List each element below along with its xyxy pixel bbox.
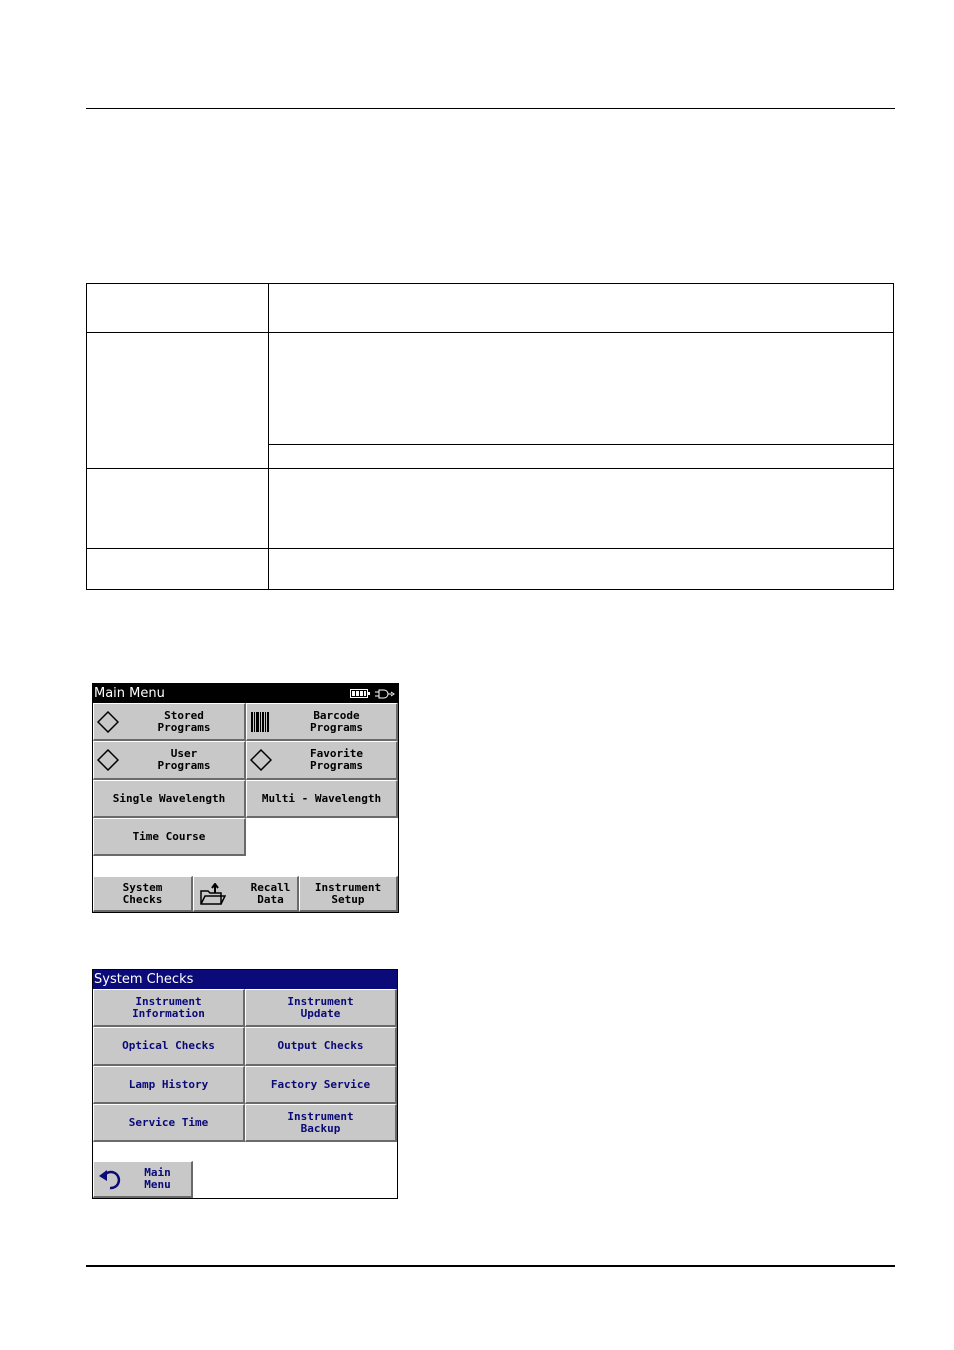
favorite-programs-label: Favorite Programs <box>310 747 363 772</box>
diamond-icon <box>97 749 119 771</box>
diamond-icon <box>250 749 272 771</box>
time-course-label: Time Course <box>132 829 206 843</box>
system-checks-label: System Checks <box>122 880 163 906</box>
main-menu-title-bar <box>93 684 398 703</box>
user-programs-label: User Programs <box>157 747 211 772</box>
time-course-button[interactable] <box>93 818 246 856</box>
user-programs-button[interactable] <box>93 741 246 780</box>
diamond-icon <box>97 711 119 733</box>
service-time-label: Service Time <box>128 1115 209 1129</box>
system-checks-title-bar <box>93 970 397 989</box>
instrument-setup-button[interactable] <box>299 876 398 912</box>
system-checks-button[interactable] <box>93 876 193 912</box>
table-column-divider <box>268 284 269 589</box>
instrument-backup-label: Instrument Backup <box>287 1109 354 1135</box>
battery-icon <box>350 689 370 698</box>
table-row-divider <box>269 444 893 445</box>
instrument-update-label: Instrument Update <box>287 994 354 1020</box>
table-row-divider <box>87 468 893 469</box>
lamp-history-label: Lamp History <box>128 1077 209 1091</box>
recall-data-label: Recall Data <box>250 880 291 906</box>
instrument-information-label: Instrument Information <box>132 994 205 1020</box>
stored-programs-button[interactable] <box>93 703 246 741</box>
favorite-programs-button[interactable] <box>246 741 398 780</box>
instrument-information-button[interactable] <box>93 989 245 1027</box>
info-table <box>86 283 894 590</box>
instrument-backup-button[interactable] <box>245 1104 397 1142</box>
power-plug-icon <box>375 689 395 699</box>
main-menu-screen <box>92 683 399 913</box>
factory-service-label: Factory Service <box>270 1077 371 1091</box>
service-time-button[interactable] <box>93 1104 245 1142</box>
screen-title: System Checks <box>94 972 194 987</box>
multi-wavelength-button[interactable] <box>246 780 398 818</box>
optical-checks-label: Optical Checks <box>122 1039 215 1052</box>
optical-checks-button[interactable] <box>93 1027 245 1066</box>
output-checks-button[interactable] <box>245 1027 397 1066</box>
instrument-setup-label: Instrument Setup <box>314 880 382 906</box>
main-menu-label: Main Menu <box>144 1166 171 1191</box>
back-arrow-icon <box>98 1167 124 1191</box>
factory-service-button[interactable] <box>245 1066 397 1104</box>
header-rule <box>86 108 895 109</box>
table-row-divider <box>87 332 893 333</box>
single-wavelength-label: Single Wavelength <box>112 791 226 805</box>
barcode-programs-button[interactable] <box>246 703 398 741</box>
stored-programs-label: Stored Programs <box>157 708 211 734</box>
folder-upload-icon <box>200 883 226 905</box>
recall-data-button[interactable] <box>193 876 299 912</box>
footer-rule <box>86 1265 895 1267</box>
table-row-divider <box>87 548 893 549</box>
lamp-history-button[interactable] <box>93 1066 245 1104</box>
instrument-update-button[interactable] <box>245 989 397 1027</box>
barcode-icon <box>250 711 270 733</box>
main-menu-button[interactable] <box>93 1161 193 1198</box>
system-checks-screen <box>92 969 398 1199</box>
output-checks-label: Output Checks <box>277 1039 364 1052</box>
barcode-programs-label: Barcode Programs <box>310 708 363 734</box>
multi-wavelength-label: Multi - Wavelength <box>261 791 382 805</box>
single-wavelength-button[interactable] <box>93 780 246 818</box>
screen-title: Main Menu <box>94 686 165 701</box>
